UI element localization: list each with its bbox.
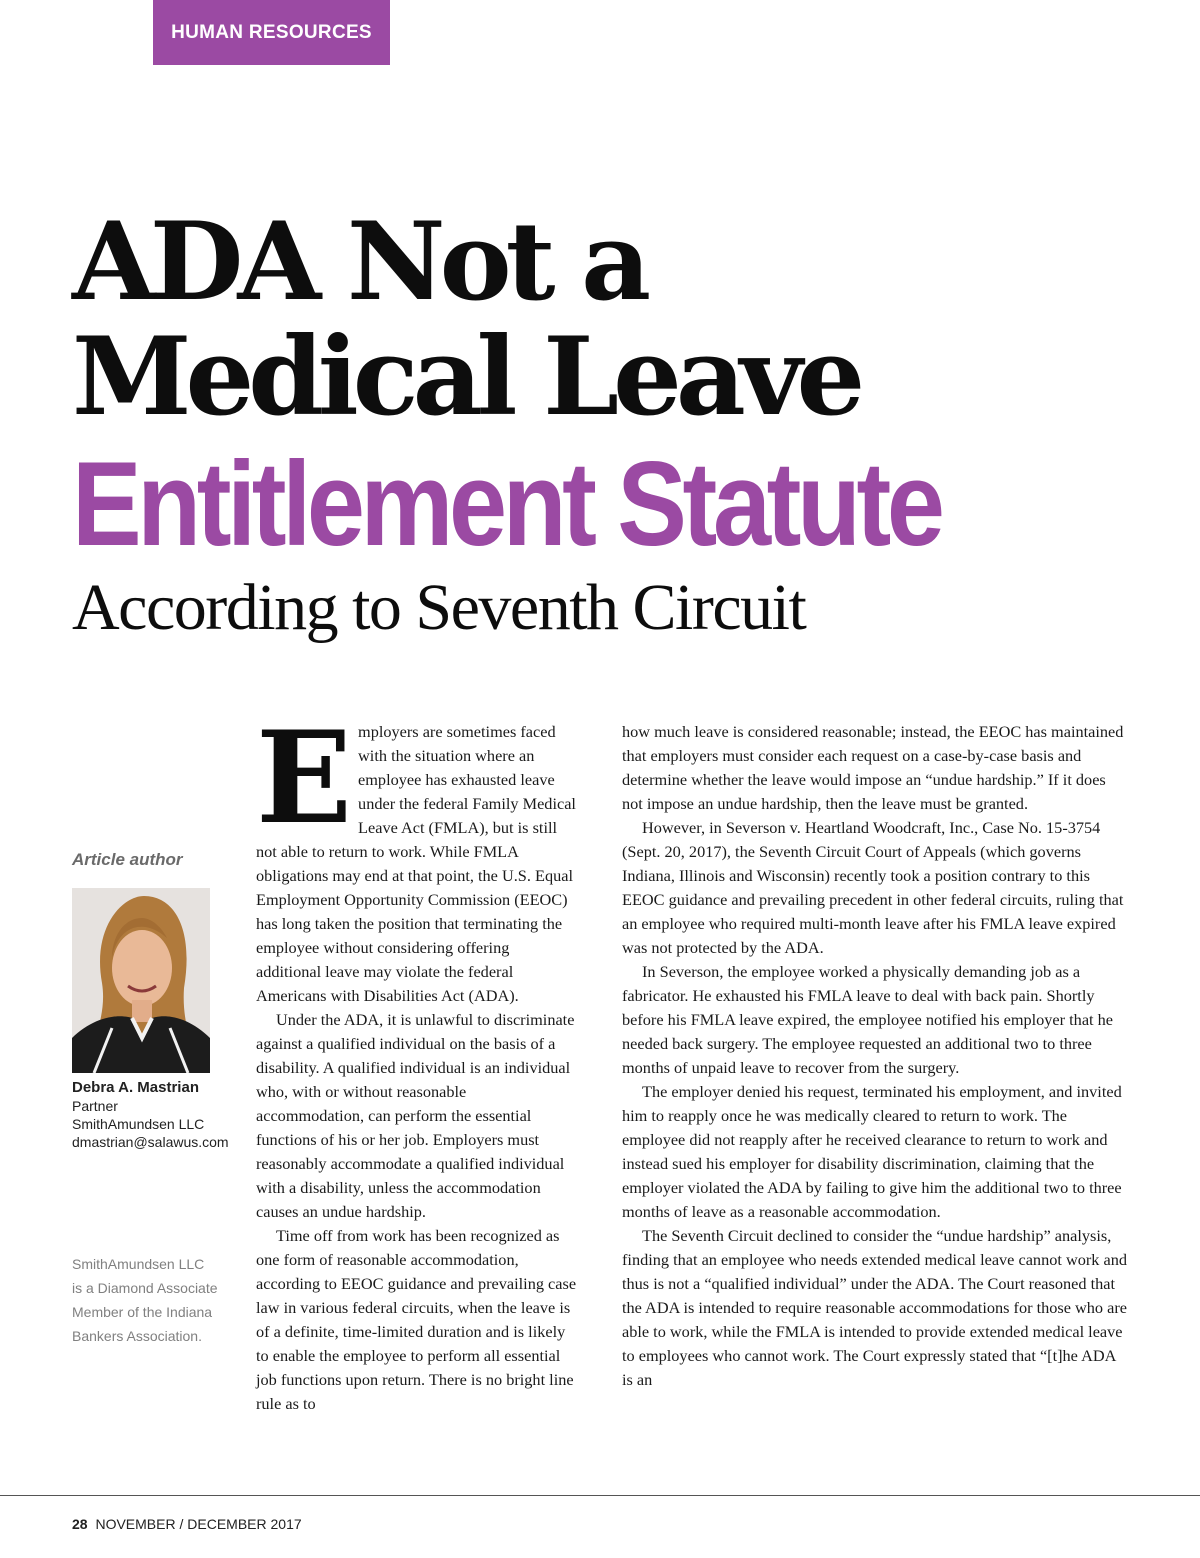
author-title: Partner — [72, 1098, 118, 1114]
headline-line-1: ADA Not a — [72, 199, 646, 325]
article-paragraph: The employer denied his request, terminated his employment, and invited him to reapply once he was medically cleared to return to work. The employee did not reapply after he received clearance to return to work and instead sued his employer for disability discrimination, claiming that the employer violated the ADA by failing to give him the additional two to three months of leave as a reasonable accommodation. — [622, 1082, 1122, 1221]
article-paragraph: However, in Severson v. Heartland Woodcraft, Inc., Case No. 15-3754 (Sept. 20, 2017), the Seventh Circuit Court of Appeals (which governs Indiana, Illinois and Wisconsin) recently took a position contrary to this EEOC guidance and prevailing precedent in other federal circuits, ruling that an employee who required multi-month leave after his FMLA leave expired was not protected by the ADA. — [622, 818, 1124, 957]
association-note — [72, 1252, 242, 1348]
issue-date: NOVEMBER / DECEMBER 2017 — [95, 1516, 302, 1532]
drop-cap: E — [256, 704, 353, 852]
article-column-1 — [256, 704, 578, 1416]
page-number: 28 — [72, 1516, 88, 1532]
headline-line-3: Entitlement Statute — [72, 437, 941, 571]
author-email[interactable]: dmastrian@salawus.com — [72, 1134, 229, 1150]
article-paragraph — [256, 704, 578, 1008]
article-paragraph: Under the ADA, it is unlawful to discriminate against a qualified individual on the basis of a disability. A qualified individual is an individual who, with or without reasonable accommodation, can perform the essential functions of his or her job. Employers must reasonably accommodate a qualified individual with a disability, unless the accommodation causes an undue hardship. — [256, 1010, 575, 1221]
article-paragraph: how much leave is considered reasonable; instead, the EEOC has maintained that employers must consider each request on a case-by-case basis and determine whether the leave would impose an “undue hardship.” If it does not impose an undue hardship, then the leave must be granted. — [622, 722, 1124, 813]
headline-line-2: Medical Leave — [72, 314, 860, 440]
author-info — [72, 1079, 242, 1151]
footer — [72, 1516, 302, 1532]
footer-divider — [0, 1495, 1200, 1496]
article-paragraph-text: mployers are sometimes faced with the situation where an employee has exhausted leave under the federal Family Medical Leave Act (FMLA), but is still not able to return to work. While FMLA obligations may end at that point, the U.S. Equal Employment Opportunity Commission (EEOC) has long taken the position that terminating the employee without considering offering additional leave may violate the federal Americans with Disabilities Act (ADA). — [256, 722, 576, 1005]
association-note-line: Bankers Association. — [72, 1328, 202, 1344]
section-tab: HUMAN RESOURCES — [153, 0, 390, 65]
author-label: Article author — [72, 850, 183, 869]
article-column-2 — [622, 720, 1130, 1392]
author-name: Debra A. Mastrian — [72, 1079, 199, 1096]
association-note-line: SmithAmundsen LLC — [72, 1256, 205, 1272]
article-paragraph: Time off from work has been recognized as one form of reasonable accommodation, according to EEOC guidance and prevailing case law in various federal circuits, when the leave is of a definite, time-limited duration and is likely to enable the employee to perform all essential job functions upon return. There is no bright line rule as to — [256, 1226, 577, 1413]
author-photo — [72, 888, 210, 1073]
article-paragraph: In Severson, the employee worked a physically demanding job as a fabricator. He exhausted his FMLA leave to deal with back pain. Shortly before his FMLA leave expired, the employee notified his employer that he needed back surgery. The employee requested an additional two to three months of unpaid leave to recover from the surgery. — [622, 962, 1114, 1077]
author-portrait-image — [72, 888, 210, 1073]
association-note-line: is a Diamond Associate — [72, 1280, 218, 1296]
association-note-line: Member of the Indiana — [72, 1304, 213, 1320]
headline-subtitle: According to Seventh Circuit — [72, 571, 806, 644]
author-company: SmithAmundsen LLC — [72, 1116, 205, 1132]
article-paragraph: The Seventh Circuit declined to consider the “undue hardship” analysis, finding that an employee who needs extended medical leave cannot work and thus is not a “qualified individual” under the ADA. The Court reasoned that the ADA is intended to require reasonable accommodations for those who are able to work, while the FMLA is intended to provide extended medical leave to employees who cannot work. The Court expressly stated that “[t]he ADA is an — [622, 1226, 1128, 1389]
